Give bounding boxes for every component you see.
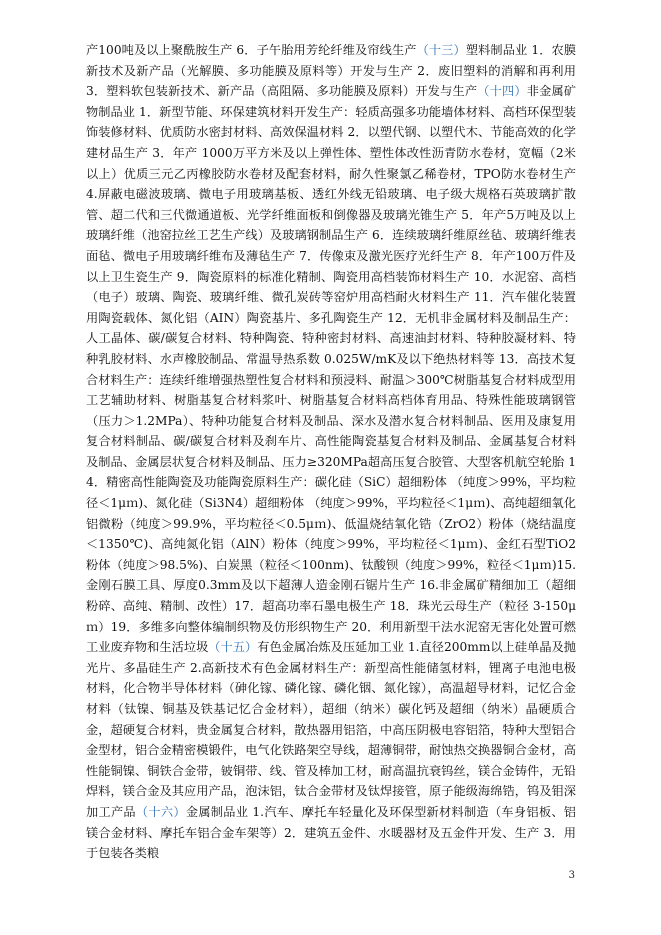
section-heading-13: （十三） bbox=[416, 43, 466, 57]
page-number: 3 bbox=[568, 870, 575, 881]
text-segment: 金属制品业 1.汽车、摩托车轻量化及环保型新材料制造（车身铝板、铝镁合金材料、摩托车铝合金车架等）2．建筑五金件、水暖器材及五金件开发、生产 3．用于包装各类粮 bbox=[86, 804, 576, 861]
text-segment: 有色金属冶炼及压延加工业 1.直径200mm以上硅单晶及抛光片、多晶硅生产 2.高新技术有色金属材料生产：新型高性能储氢材料，锂离子电池电极材料，化合物半导体材料（砷化镓、磷化镓、磷化铟、氮化镓），高温超导材料，记忆合金材料（钛镍、铜基及铁基记忆合金材料），超细（纳米）碳化钙及超细（纳米）晶硬质合金，超硬复合材料，贵金属复合材料，散热器用铝箔，中高压阴极电容铝箔，特种大型铝合金型材，铝合金精密模锻件，电气化铁路架空导线，超薄铜带，耐蚀热交换器铜合金材，高性能铜镍、铜铁合金带，铍铜带、线、管及棒加工材，耐高温抗衰钨丝，镁合金铸件，无铅焊料，镁合金及其应用产品，泡沫铝，钛合金带材及钛焊接管，原子能级海绵锆，钨及钼深加工产品 bbox=[86, 640, 576, 819]
section-heading-15: （十五） bbox=[208, 640, 258, 655]
text-segment: 塑料制品业 1．农膜新技术及新产品（光解膜、多功能膜及原料等）开发与生产 2．废旧塑料的消解和再利用 3．塑料软包装新技术、新产品（高阻隔、多功能膜及原料）开发与生产 bbox=[86, 43, 577, 99]
section-heading-14: （十四） bbox=[477, 84, 527, 99]
section-heading-16: （十六） bbox=[135, 804, 186, 819]
text-segment: 产100吨及以上聚酰胺生产 6．子午胎用芳纶纤维及帘线生产 bbox=[86, 43, 417, 57]
text-segment: 非金属矿物制品业 1．新型节能、环保建筑材料开发生产：轻质高强多功能墙体材料、高档环保型装饰装修材料、优质防水密封材料、高效保温材料 2．以塑代钢、以塑代木、节能高效的化学建材品生产 3．年产 1000万平方米及以上弹性体、塑性体改性沥青防水卷材，宽幅（2米以上）优质三元乙丙橡胶防水卷材及配套材料，耐久性聚氯乙稀卷材，TPO防水卷材生产 4.屏蔽电磁波玻璃、微电子用玻璃基板、透红外线无铅玻璃、电子级大规格石英玻璃扩散管、超二代和三代微通道板、光学纤维面板和倒像器及玻璃光锥生产 5．年产5万吨及以上玻璃纤维（池窑拉丝工艺生产线）及玻璃钢制品生产 6．连续玻璃纤维原丝毡、玻璃纤维表面毡、微电子用玻璃纤维布及薄毡生产 7．传像束及激光医疗光纤生产 8．年产100万件及以上卫生瓷生产 9．陶瓷原料的标准化精制、陶瓷用高档装饰材料生产 10．水泥窑、高档（电子）玻璃、陶瓷、玻璃纤维、微孔炭砖等窑炉用高档耐火材料生产 11．汽车催化装置用陶瓷载体、氮化铝（AIN）陶瓷基片、多孔陶瓷生产 12．无机非金属材料及制品生产：人工晶体、碳/碳复合材料、特种陶瓷、特种密封材料、高速油封材料、特种胶凝材料、特种乳胶材料、水声橡胶制品、常温导热系数 0.025W/mK及以下绝热材料等 13．高技术复合材料生产：连续纤维增强热塑性复合材料和预浸料、耐温＞300℃树脂基复合材料成型用工艺辅助材料、树脂基复合材料浆叶、树脂基复合材料高档体育用品、特殊性能玻璃钢管（压力＞1.2MPa）、特种功能复合材料及制品、深水及潜水复合材料制品、医用及康复用复合材料制品、碳/碳复合材料及刹车片、高性能陶瓷基复合材料及制品、金属基复合材料及制品、金属层状复合材料及制品、压力≥320MPa超高压复合胶管、大型客机航空轮胎 14．精密高性能陶瓷及功能陶瓷原料生产：碳化硅（SiC）超细粉体 （纯度＞99%，平均粒径＜1μｍ)、氮化硅（Si3N4）超细粉体 （纯度＞99%，平均粒径＜1μｍ)、高纯超细氧化铝微粉（纯度＞99.9%，平均粒径＜0.5μｍ)、低温烧结氧化锆（ZrO2）粉体（烧结温度＜1350℃)、高纯氮化铝（AlN）粉体（纯度＞99%，平均粒径＜1μｍ)、金红石型TiO2粉体（纯度＞98.5%)、白炭黑（粒径＜100nm)、钛酸钡（纯度＞99%，粒径＜1μｍ)15.金刚石膜工具、厚度0.3mm及以下超薄人造金刚石锯片生产 16.非金属矿精细加工（超细粉碎、高纯、精制、改性）17．超高功率石墨电极生产 18．珠光云母生产（粒径 3-150μｍ）19．多维多向整体编制织物及仿形织物生产 20．利用新型干法水泥窑无害化处置可燃工业废弃物和生活垃圾 bbox=[86, 84, 577, 655]
body-text bbox=[86, 40, 576, 864]
